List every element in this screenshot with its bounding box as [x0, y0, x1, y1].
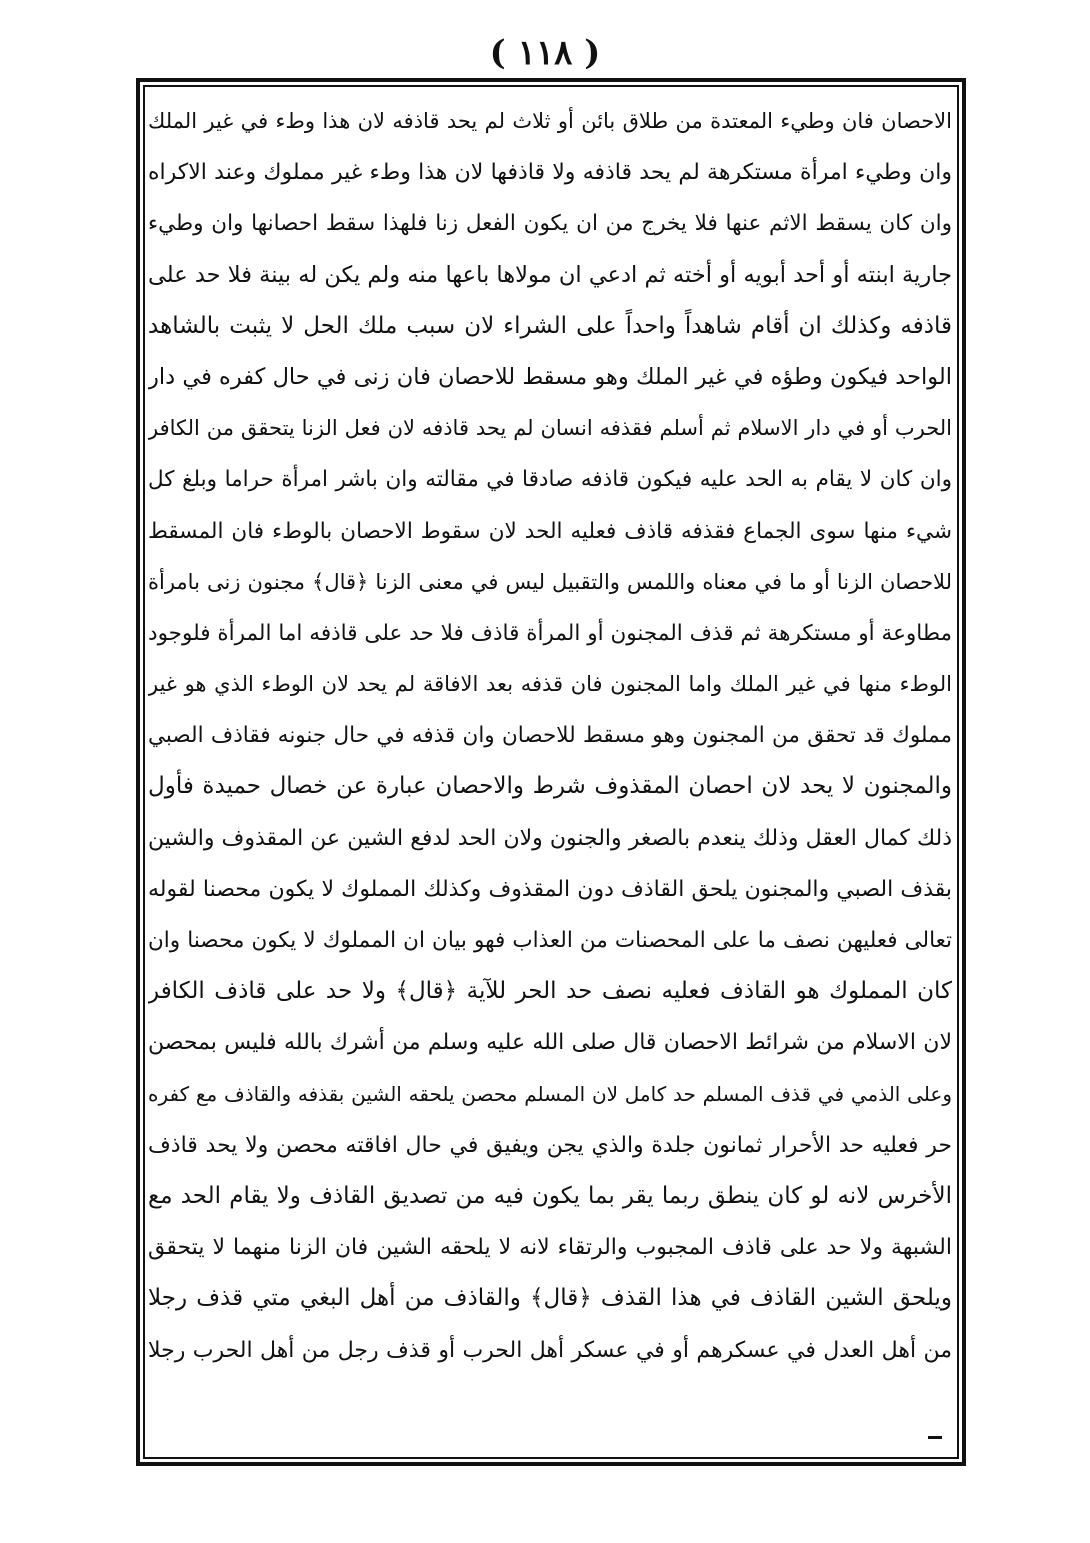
text-line: للاحصان الزنا أو ما في معناه واللمس والتقبيل ليس في معنى الزنا ﴿قال﴾ مجنون زنى بامرأة — [148, 569, 952, 594]
text-line: كان المملوك هو القاذف فعليه نصف حد الحر للآية ﴿قال﴾ ولا حد على قاذف الكافر — [148, 978, 952, 1005]
text-line: مطاوعة أو مستكرهة ثم قذف المجنون أو المرأة قاذف فلا حد على قاذفه اما المرأة فلوجود — [148, 620, 952, 646]
catchword-mark — [928, 1436, 942, 1439]
text-line: الواحد فيكون وطؤه في غير الملك وهو مسقط للاحصان فان زنى في حال كفره في دار — [148, 363, 952, 390]
text-line: بقذف الصبي والمجنون يلحق القاذف دون المقذوف وكذلك المملوك لا يكون محصنا لقوله — [148, 876, 952, 902]
text-line: جارية ابنته أو أحد أبويه أو أخته ثم ادعي ان مولاها باعها منه ولم يكن له بينة فلا حد على — [148, 261, 952, 288]
text-line: تعالى فعليهن نصف ما على المحصنات من العذاب فهو بيان ان المملوك لا يكون محصنا وان — [148, 928, 952, 953]
text-line: الشبهة ولا حد على قاذف المجبوب والرتقاء لانه لا يلحقه الشين فان الزنا منهما لا يتحقق — [148, 1235, 952, 1261]
text-line: من أهل العدل في عسكرهم أو في عسكر أهل الحرب أو قذف رجل من أهل الحرب رجلا — [148, 1337, 952, 1363]
text-line: وان كان لا يقام به الحد عليه فيكون قاذفه صادقا في مقالته وان باشر امرأة حراما وبلغ كل — [148, 467, 952, 493]
text-line: الحرب أو في دار الاسلام ثم أسلم فقذفه انسان لم يحد قاذفه لان فعل الزنا يتحقق من الكافر — [148, 416, 952, 441]
text-line: وعلى الذمي في قذف المسلم حد كامل لان المسلم محصن يلحقه الشين بقذفه والقاذف مع كفره — [148, 1081, 952, 1106]
page-number: ( ١١٨ ) — [489, 33, 601, 73]
text-line: شيء منها سوى الجماع فقذفه قاذف فعليه الحد لان سقوط الاحصان بالوطء فان المسقط — [148, 518, 952, 544]
text-line: ذلك كمال العقل وذلك ينعدم بالصغر والجنون ولان الحد لدفع الشين عن المقذوف والشين — [148, 825, 952, 851]
text-line: حر فعليه حد الأحرار ثمانون جلدة والذي يجن ويفيق في حال افاقته محصن ولا يحد قاذف — [148, 1132, 952, 1158]
text-line: وان وطيء امرأة مستكرهة لم يحد قاذفه ولا قاذفها لان هذا وطء غير مملوك وعند الاكراه — [148, 160, 952, 186]
text-line: ويلحق الشين القاذف في هذا القذف ﴿قال﴾ والقاذف من أهل البغي متي قذف رجلا — [148, 1285, 952, 1312]
text-line: لان الاسلام من شرائط الاحصان قال صلى الله عليه وسلم من أشرك بالله فليس بمحصن — [148, 1030, 952, 1056]
text-line: مملوك قد تحقق من المجنون وهو مسقط للاحصان وان قذفه في حال جنونه فقاذف الصبي — [148, 723, 952, 749]
text-line: الوطء منها في غير الملك واما المجنون فان قذفه بعد الافاقة لم يحد لان الوطء الذي هو غير — [148, 672, 952, 697]
text-line: الأخرس لانه لو كان ينطق ربما يقر بما يكون فيه من تصديق القاذف ولا يقام الحد مع — [148, 1182, 952, 1209]
text-line: وان كان يسقط الاثم عنها فلا يخرج من ان يكون الفعل زنا فلهذا سقط احصانها وان وطيء — [148, 211, 952, 237]
text-line: والمجنون لا يحد لان احصان المقذوف شرط والاحصان عبارة عن خصال حميدة فأول — [148, 773, 952, 800]
text-line: قاذفه وكذلك ان أقام شاهداً واحداً على الشراء لان سبب ملك الحل لا يثبت بالشاهد — [148, 312, 952, 339]
body-text — [148, 96, 952, 1448]
text-line: الاحصان فان وطيء المعتدة من طلاق بائن أو ثلاث لم يحد قاذفه لان هذا وطء في غير الملك — [148, 109, 952, 133]
